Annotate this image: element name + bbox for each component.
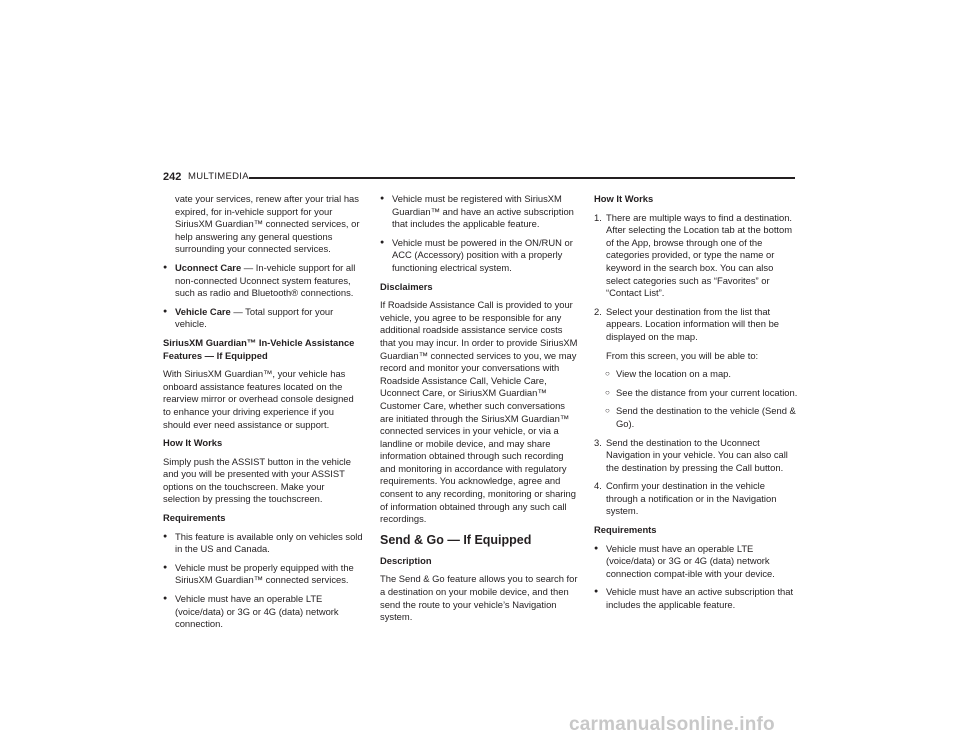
sub-option: ○ Send the destination to the vehicle (Send & Go). [594,405,798,430]
step-item [594,480,798,518]
step-text: Select your destination from the list that appears. Location information will then be displayed on the map. [606,305,780,342]
requirement-bullet: ● Vehicle must be properly equipped with the SiriusXM Guardian™ connected services. [163,562,363,587]
step-item [594,437,798,475]
heading-description: Description [380,554,432,566]
sub-option: ○ See the distance from your current location. [594,387,798,400]
bullet-label: Uconnect Care [175,261,242,273]
step-text: There are multiple ways to find a destination. After selecting the Location tab at the bottom of the App, browse through one of the categories provided, or type the name or keyword in the search box. You can also select categories such as “Favorites” or “Contact List”. [606,211,793,299]
heading-disclaimers: Disclaimers [380,280,433,292]
header-rule [249,177,795,179]
column-1 [163,193,363,637]
bullet-text: — In-vehicle support for all non-connected Uconnect system features, such as radio and Bluetooth® connections. [175,261,356,299]
heading-requirements: Requirements [594,524,657,536]
step-text: Confirm your destination in the vehicle through a notification or in the Navigation system. [606,480,777,517]
requirement-bullet: ● Vehicle must be powered in the ON/RUN or ACC (Accessory) position with a properly functioning electrical system. [380,237,580,275]
paragraph-assistance: With SiriusXM Guardian™, your vehicle has onboard assistance features located on the rearview mirror or overhead console designed to enhance your driving experience if you should ever need assistance or support. [163,368,354,430]
bullet-label: Vehicle Care [175,305,231,317]
heading-requirements: Requirements [163,512,226,524]
intro-paragraph: vate your services, renew after your trial has expired, for in-vehicle support for your SiriusXM Guardian™ connected services, or help answering any general questions surrounding your connected services. [175,193,360,255]
bullet-text: — Total support for your vehicle. [175,305,334,330]
watermark-text: carmanualsonline.info [569,714,775,735]
requirement-bullet: ● Vehicle must be registered with SiriusXM Guardian™ and have an active subscription that includes the applicable feature. [380,193,580,231]
bullet-vehicle-care [163,306,363,331]
step-item [594,306,798,344]
column-2 [380,193,580,630]
paragraph-how-it-works: Simply push the ASSIST button in the vehicle and you will be presented with your ASSIST options on the touchscreen. Make your selection by pressing the touchscreen. [163,455,351,505]
requirement-bullet: ● This feature is available only on vehicles sold in the US and Canada. [163,531,363,556]
requirement-bullet: ● Vehicle must have an operable LTE (voice/data) or 3G or 4G (data) network connection. [163,593,363,631]
sub-option: ○ View the location on a map. [594,368,798,381]
step-item [594,212,798,300]
heading-how-it-works: How It Works [594,193,654,204]
paragraph-disclaimers: If Roadside Assistance Call is provided to your vehicle, you agree to be responsible for any additional roadside assistance service costs that you may incur. In order to provide SiriusXM Guardian™ connected services to you, we may record and monitor your conversations with Roadside Assistance Call, Vehicle Care, Uconnect Care, or SiriusXM Guardian™ Customer Care, whether such conversations are initiated through the SiriusXM Guardian™ connected services in your vehicle, or via a landline or mobile device, and may share information obtained through such recording and monitoring in accordance with regulatory requirements. You acknowledge, agree and consent to any recording, monitoring or sharing of information obtained through any such call recordings. [380,299,578,525]
step-number: 4. [594,480,602,492]
paragraph-description: The Send & Go feature allows you to search for a destination on your mobile device, and then send the route to your vehicle’s Navigation system. [380,573,578,623]
heading-send-and-go: Send & Go — If Equipped [380,532,532,547]
requirement-bullet: ● Vehicle must have an active subscription that includes the applicable feature. [594,586,798,611]
page-header [163,171,795,187]
section-title: MULTIMEDIA [188,171,249,182]
step-number: 2. [594,305,602,317]
bullet-uconnect-care [163,262,363,300]
step-number: 3. [594,436,602,448]
heading-assistance-features: SiriusXM Guardian™ In-Vehicle Assistance Features — If Equipped [163,336,355,361]
heading-how-it-works: How It Works [163,437,223,449]
step-sub-text: From this screen, you will be able to: [606,349,759,361]
step-text: Send the destination to the Uconnect Navigation in your vehicle. You can also call the destination by pressing the Call button. [606,436,788,473]
step-number: 1. [594,211,602,223]
column-3 [594,193,798,618]
requirement-bullet: ● Vehicle must have an operable LTE (voice/data) or 3G or 4G (data) network connection compat-ible with your device. [594,543,798,581]
page-number: 242 [163,171,182,183]
